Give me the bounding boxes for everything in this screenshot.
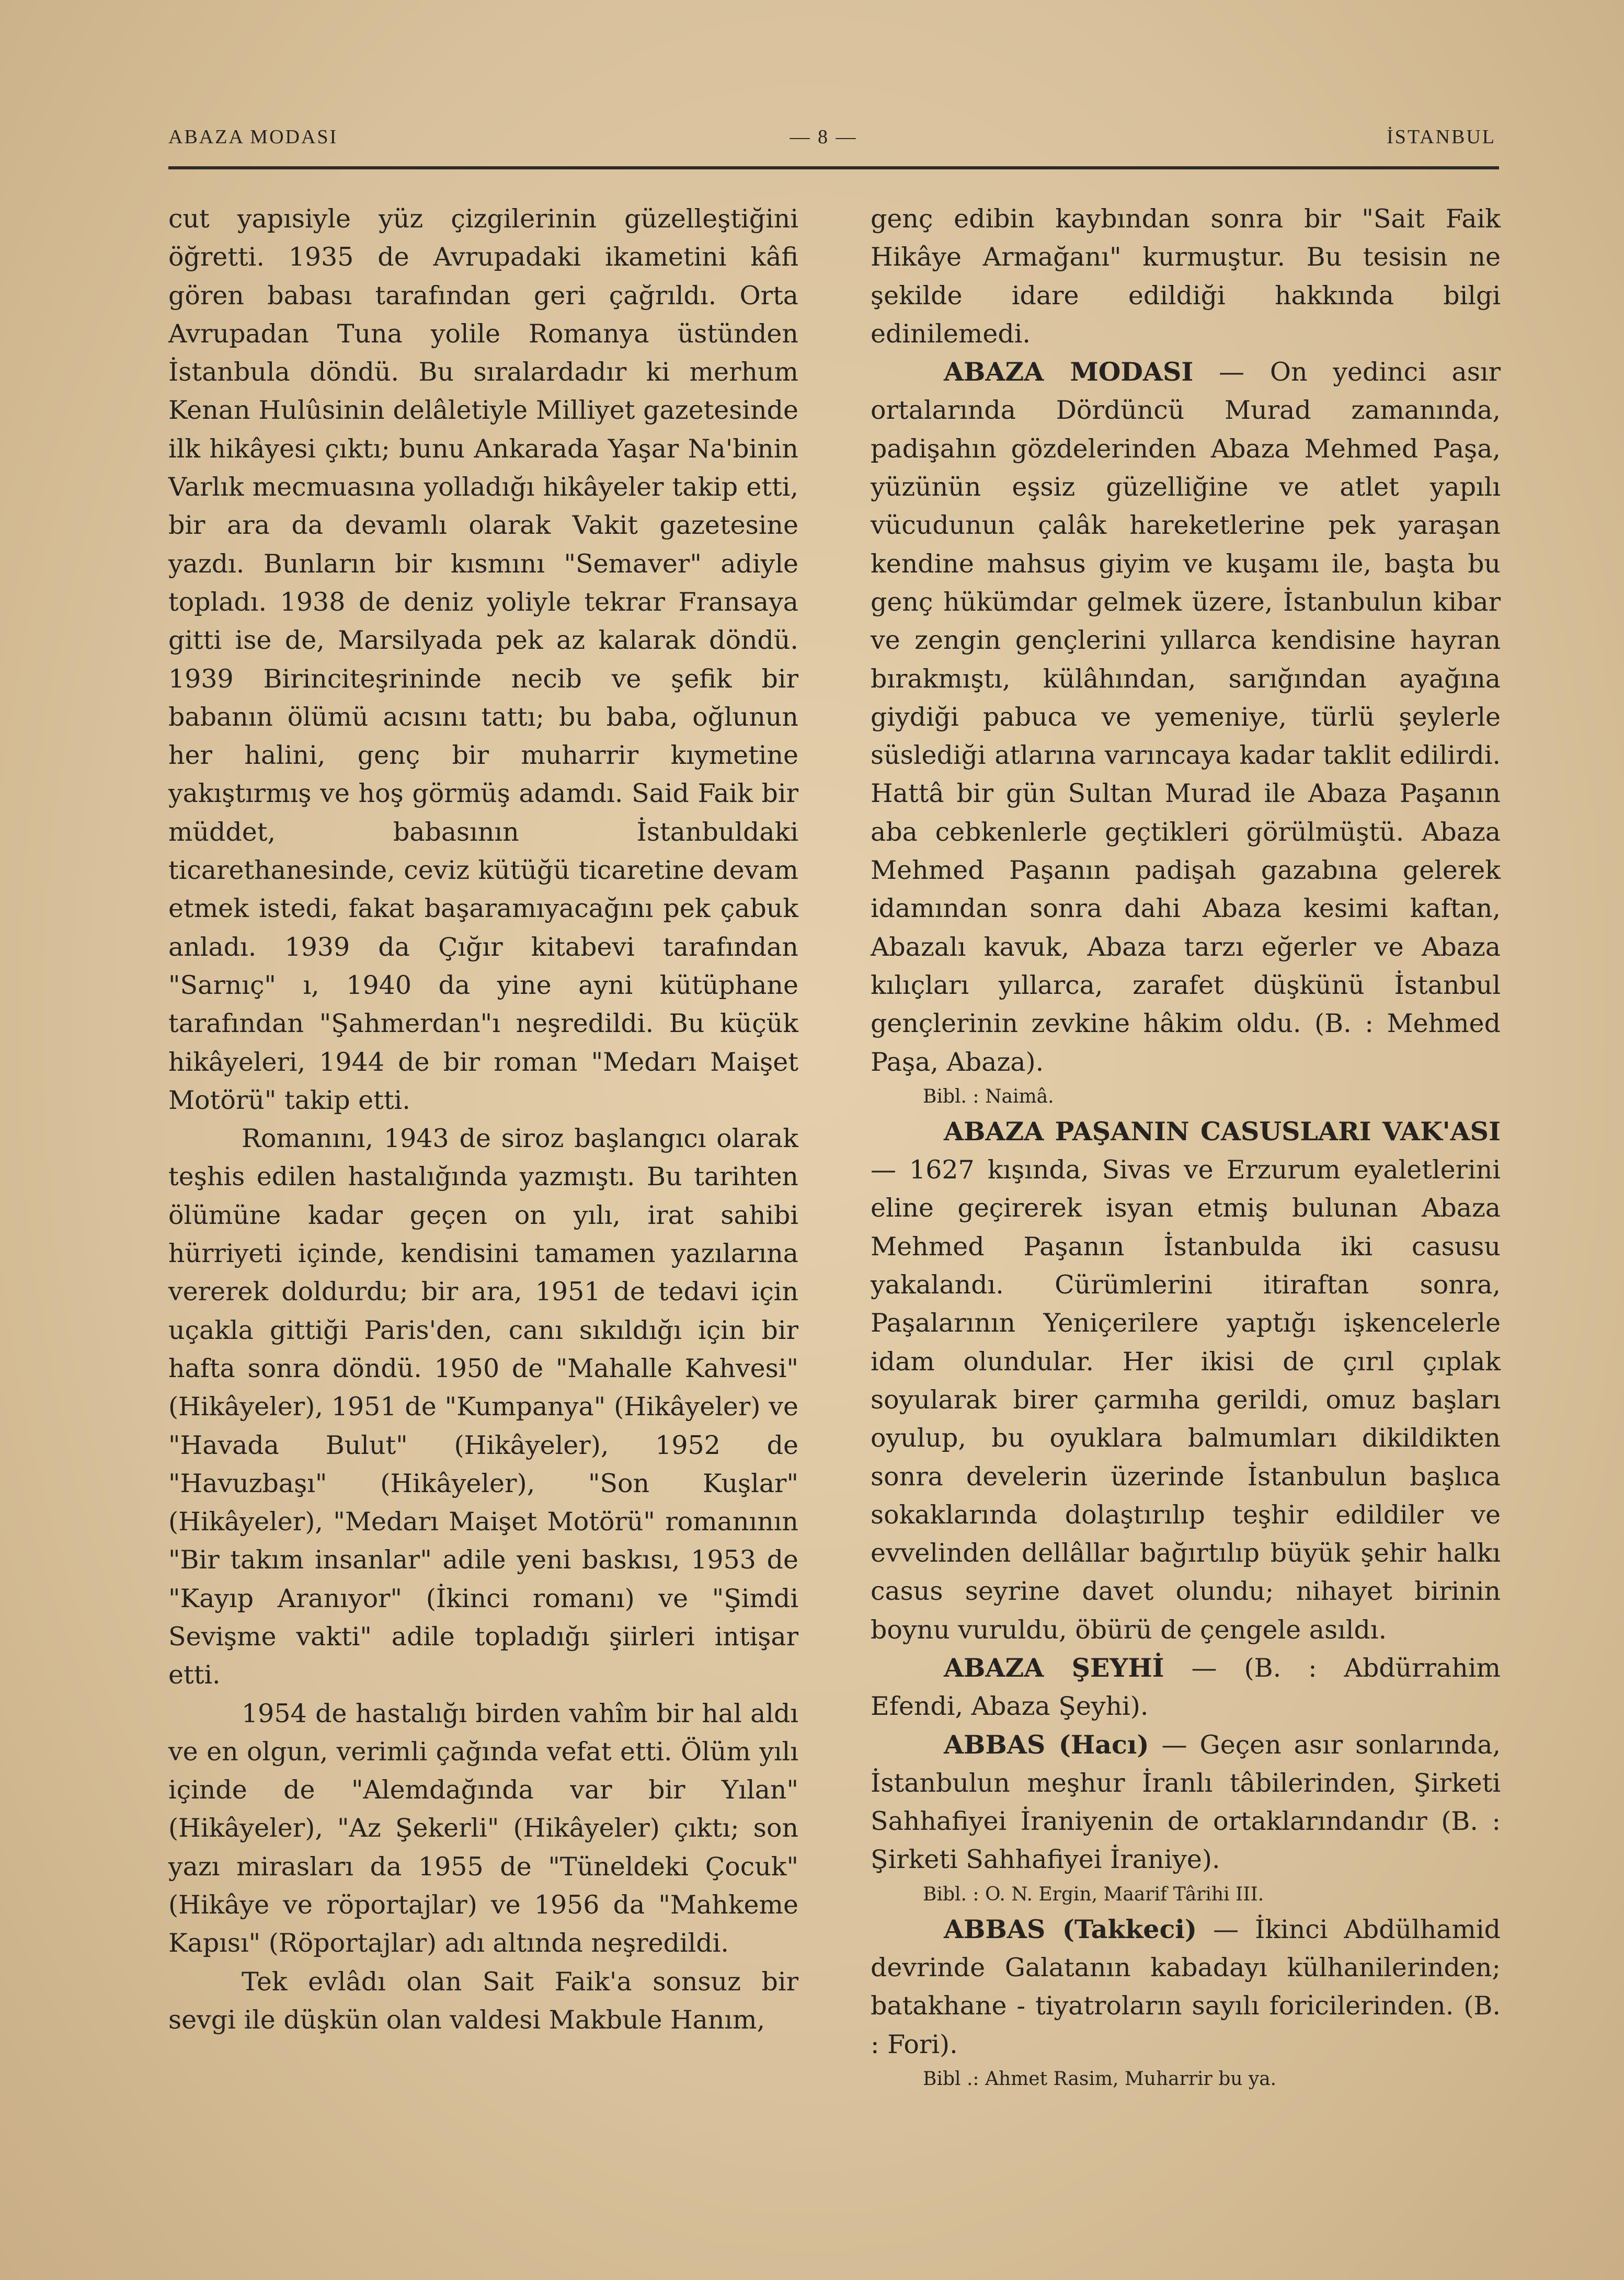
entry-text: — Geçen asır sonlarında, İstanbulun meşhur İranlı tâbilerinden, Şirketi Sahhafiyei İraniyenin de ortaklarındandır (B. : Şirketi Sahhafiyei İraniye).: [871, 1729, 1501, 1875]
running-header-title: ABAZA MODASI: [168, 126, 338, 148]
running-header-section: İSTANBUL: [1387, 126, 1496, 148]
right-column: [871, 200, 1501, 2095]
entry-abbas-takkeci: [871, 1910, 1501, 2064]
entry-term: ABAZA MODASI: [944, 357, 1194, 387]
entry-abaza-modasi: [871, 353, 1501, 1081]
paragraph: genç edibin kaybından sonra bir "Sait Faik Hikâye Armağanı" kurmuştur. Bu tesisin ne şekilde idare edildiği hakkında bilgi edinilemedi.: [871, 204, 1501, 349]
entry-text: — 1627 kışında, Sivas ve Erzurum eyaletlerini eline geçirerek isyan etmiş bulunan Abaza Mehmed Paşanın İstanbulda iki casusu yakalandı. Cürümlerini itiraftan sonra, Paşalarının Yeniçerilere yaptığı işkencelerle idam olundular. Her ikisi de çırıl çıplak soyularak birer çarmıha gerildi, omuz başları oyulup, bu oyuklara balmumları dikildikten sonra develerin üzerinde İstanbulun başlıca sokaklarında dolaştırılıp teşhir edildiler ve evvelinden dellâllar bağırtılıp büyük şehir halkı casus seyrine davet olundu; nihayet birinin boynu vuruldu, öbürü de çengele asıldı.: [871, 1155, 1501, 1645]
entry-text: — (B. : Abdürrahim Efendi, Abaza Şeyhi).: [871, 1653, 1501, 1722]
entry-abaza-pasanin-casuslari: [871, 1113, 1501, 1649]
entry-abaza-seyhi: [871, 1649, 1501, 1726]
entry-abbas-haci: [871, 1726, 1501, 1879]
bibliography: Bibl .: Ahmet Rasim, Muharrir bu ya.: [923, 2068, 1277, 2090]
bibliography: Bibl. : O. N. Ergin, Maarif Târihi III.: [923, 1883, 1264, 1905]
entry-text: — On yedinci asır ortalarında Dördüncü Murad zamanında, padişahın gözdelerinden Abaza Mehmed Paşa, yüzünün eşsiz güzelliğine ve atlet yapılı vücudunun çalâk hareketlerine pek yaraşan kendine mahsus giyim ve kuşamı ile, başta bu genç hükümdar gelmek üzere, İstanbulun kibar ve zengin gençlerini yıllarca kendisine hayran bırakmıştı, külâhından, sarığından ayağına giydiği pabuca ve yemeniye, türlü şeylerle süslediği atlarına varıncaya kadar taklit edilirdi. Hattâ bir gün Sultan Murad ile Abaza Paşanın aba cebkenlerle geçtikleri görülmüştü. Abaza Mehmed Paşanın padişah gazabına gelerek idamından sonra dahi Abaza kesimi kaftan, Abazalı kavuk, Abaza tarzı eğerler ve Abaza kılıçları yıllarca, zarafet düşkünü İstanbul gençlerinin zevkine hâkim oldu. (B. : Mehmed Paşa, Abaza).: [871, 357, 1501, 1077]
header-rule: [168, 166, 1499, 169]
paragraph: cut yapısiyle yüz çizgilerinin güzelleştiğini öğretti. 1935 de Avrupadaki ikametini kâfi gören babası tarafından geri çağrıldı. Orta Avrupadan Tuna yolile Romanya üstünden İstanbula döndü. Bu sıralardadır ki merhum Kenan Hulûsinin delâletiyle Milliyet gazetesinde ilk hikâyesi çıktı; bunu Ankarada Yaşar Na'binin Varlık mecmuasına yolladığı hikâyeler takip etti, bir ara da devamlı olarak Vakit gazetesine yazdı. Bunların bir kısmını "Semaver" adiyle topladı. 1938 de deniz yoliyle tekrar Fransaya gitti ise de, Marsilyada pek az kalarak döndü. 1939 Birinciteşrininde necib ve şefik bir babanın ölümü acısını tattı; bu baba, oğlunun her halini, genç bir muharrir kıymetine yakıştırmış ve hoş görmüş adamdı. Said Faik bir müddet, babasının İstanbuldaki ticarethanesinde, ceviz kütüğü ticaretine devam etmek istedi, fakat başaramıyacağını pek çabuk anladı. 1939 da Çığır kitabevi tarafından "Sarnıç" ı, 1940 da yine ayni kütüphane tarafından "Şahmerdan"ı neşredildi. Bu küçük hikâyeleri, 1944 de bir roman "Medarı Maişet Motörü" takip etti.: [168, 204, 798, 1115]
entry-text: — İkinci Abdülhamid devrinde Galatanın kabadayı külhanilerinden; batakhane - tiyatroların sayılı fori̇cilerinden. (B. : Fori).: [871, 1914, 1501, 2059]
left-column: [168, 200, 798, 2039]
entry-term: ABBAS (Hacı): [944, 1729, 1149, 1760]
paragraph: 1954 de hastalığı birden vahîm bir hal aldı ve en olgun, verimli çağında vefat etti. Ölüm yılı içinde de "Alemdağında var bir Yılan" (Hikâyeler), "Az Şekerli" (Hikâyeler) çıktı; son yazı mirasları da 1955 de "Tüneldeki Çocuk" (Hikâye ve röportajlar) ve 1956 da "Mahkeme Kapısı" (Röportajlar) adı altında neşredildi.: [168, 1698, 798, 1958]
entry-term: ABAZA ŞEYHİ: [944, 1652, 1164, 1683]
bibliography: Bibl. : Naimâ.: [923, 1085, 1054, 1107]
paragraph: Tek evlâdı olan Sait Faik'a sonsuz bir sevgi ile düşkün olan valdesi Makbule Hanım,: [168, 1966, 798, 2035]
page-number: — 8 —: [790, 126, 857, 148]
paragraph: Romanını, 1943 de siroz başlangıcı olarak teşhis edilen hastalığında yazmıştı. Bu tarihten ölümüne kadar geçen on yılı, irat sahibi hürriyeti içinde, kendisini tamamen yazılarına vererek doldurdu; bir ara, 1951 de tedavi için uçakla gittiği Paris'den, canı sıkıldığı için bir hafta sonra döndü. 1950 de "Mahalle Kahvesi" (Hikâyeler), 1951 de "Kumpanya" (Hikâyeler) ve "Havada Bulut" (Hikâyeler), 1952 de "Havuzbaşı" (Hikâyeler), "Son Kuşlar" (Hikâyeler), "Medarı Maişet Motörü" romanının "Bir takım insanlar" adile yeni baskısı, 1953 de "Kayıp Aranıyor" (İkinci romanı) ve "Şimdi Sevişme vakti" adile topladığı şiirleri intişar etti.: [168, 1124, 798, 1690]
entry-term: ABAZA PAŞANIN CASUSLARI VAK'ASI: [944, 1116, 1501, 1147]
entry-term: ABBAS (Takkeci): [944, 1914, 1197, 1944]
